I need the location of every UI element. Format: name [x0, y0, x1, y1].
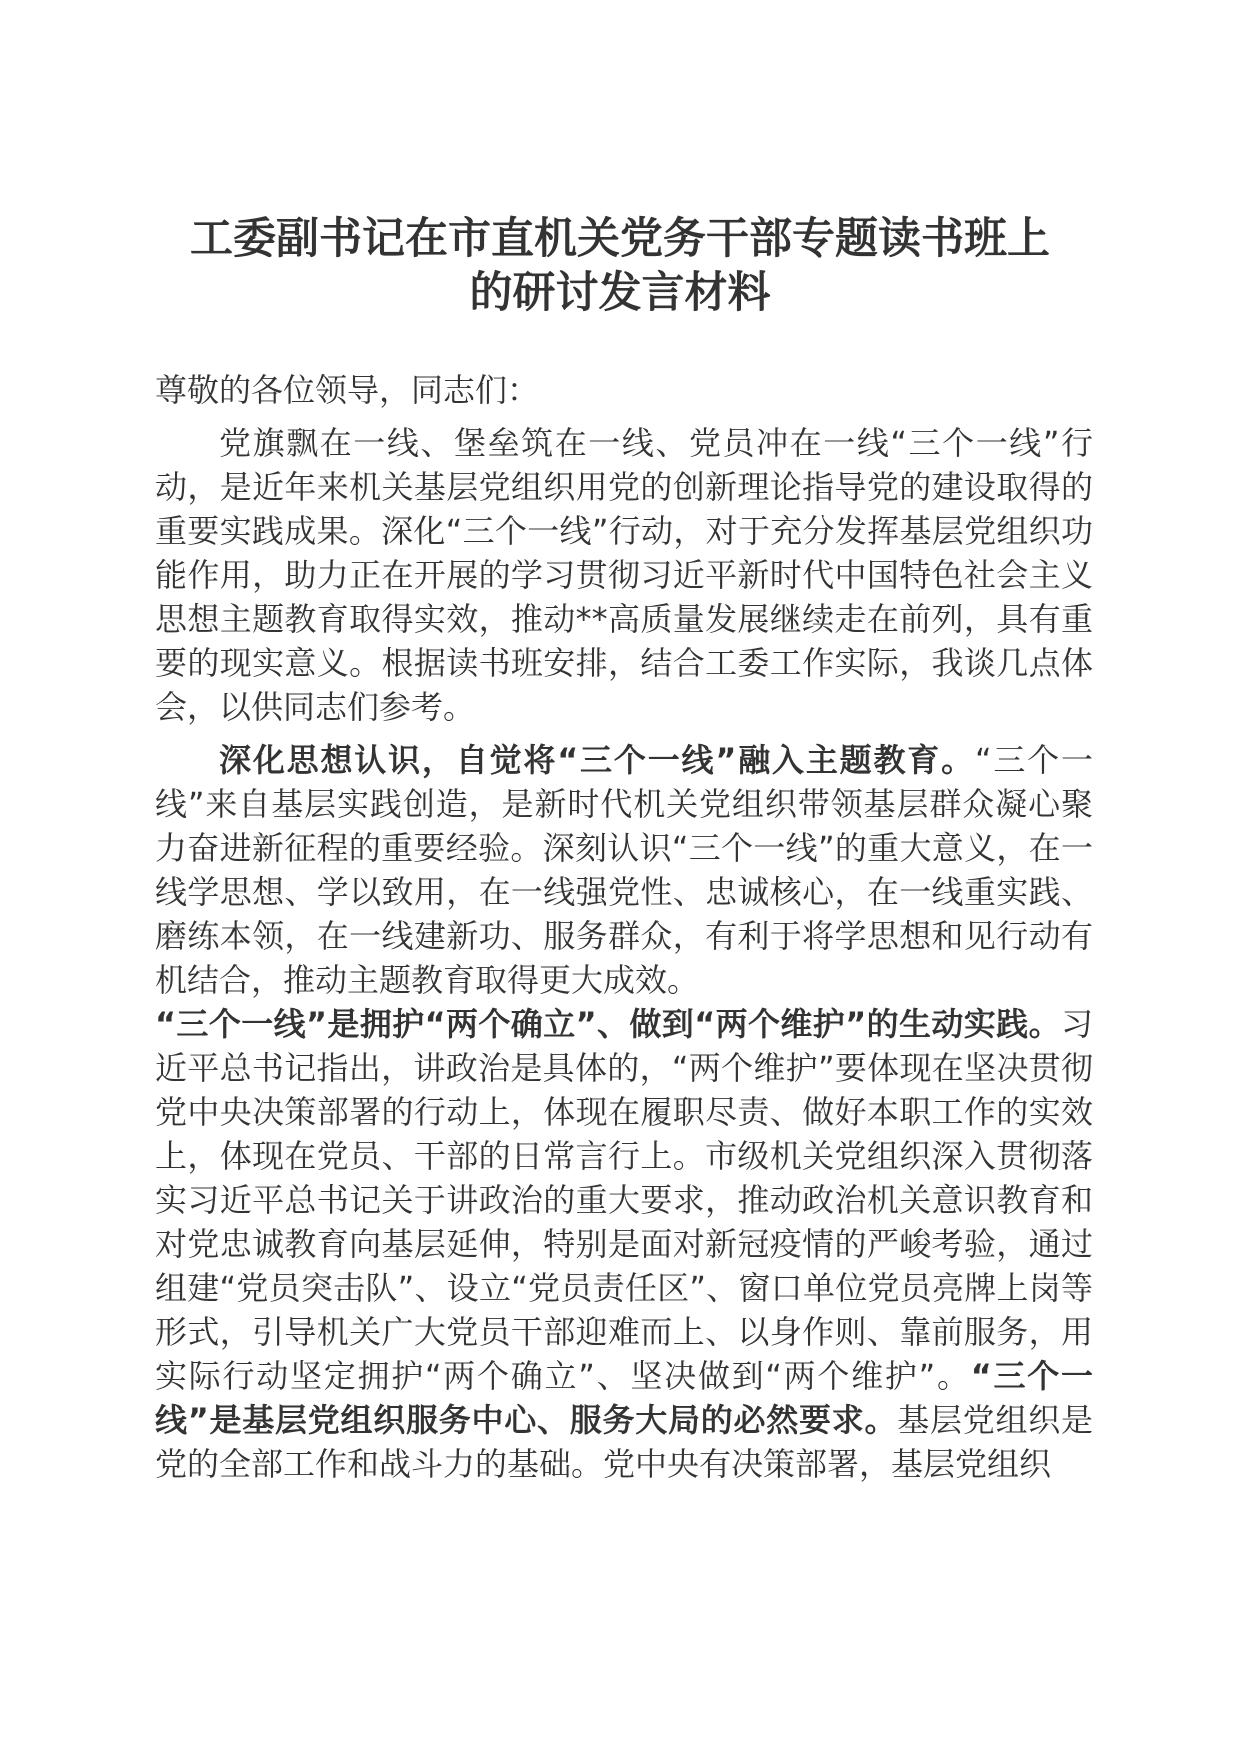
title-line-2: 的研讨发言材料	[469, 268, 771, 318]
title-line-1: 工委副书记在市直机关党务干部专题读书班上	[190, 214, 1050, 264]
section-1-heading: 深化思想认识，自觉将“三个一线”融入主题教育。	[219, 741, 975, 779]
section-1-text: “三个一线”来自基层实践创造，是新时代机关党组织带领基层群众凝心聚力奋进新征程的重要经验。深刻认识“三个一线”的重大意义，在一线学思想、学以致用，在一线强党性、忠诚核心，在一线重实践、磨练本领，在一线建新功、服务群众，有利于将学思想和见行动有机结合，推动主题教育取得更大成效。	[155, 741, 1093, 999]
paragraph-section-2	[155, 1002, 1093, 1486]
paragraph-intro: 党旗飘在一线、堡垒筑在一线、党员冲在一线“三个一线”行动，是近年来机关基层党组织用党的创新理论指导党的建设取得的重要实践成果。深化“三个一线”行动，对于充分发挥基层党组织功能作用，助力正在开展的学习贯彻习近平新时代中国特色社会主义思想主题教育取得实效，推动**高质量发展继续走在前列，具有重要的现实意义。根据读书班安排，结合工委工作实际，我谈几点体会，以供同志们参考。	[155, 424, 1093, 726]
section-2-heading: “三个一线”是拥护“两个确立”、做到“两个维护”的生动实践。	[155, 1005, 1061, 1043]
document-body	[155, 368, 1093, 1486]
section-3-text: 基层党组织是党的全部工作和战斗力的基础。党中央有决策部署，基层党组织	[155, 1401, 1093, 1483]
salutation: 尊敬的各位领导，同志们：	[155, 371, 540, 409]
document-title	[140, 212, 1100, 320]
paragraph-section-1	[155, 738, 1093, 1002]
section-3-heading: “三个一线”是基层党组织服务中心、服务大局的必然要求。	[155, 1357, 1093, 1439]
section-2-text: 习近平总书记指出，讲政治是具体的，“两个维护”要体现在坚决贯彻党中央决策部署的行动上，体现在履职尽责、做好本职工作的实效上，体现在党员、干部的日常言行上。市级机关党组织深入贯彻落实习近平总书记关于讲政治的重大要求，推动政治机关意识教育和对党忠诚教育向基层延伸，特别是面对新冠疫情的严峻考验，通过组建“党员突击队”、设立“党员责任区”、窗口单位党员亮牌上岗等形式，引导机关广大党员干部迎难而上、以身作则、靠前服务，用实际行动坚定拥护“两个确立”、坚决做到“两个维护”。	[155, 1005, 1093, 1395]
